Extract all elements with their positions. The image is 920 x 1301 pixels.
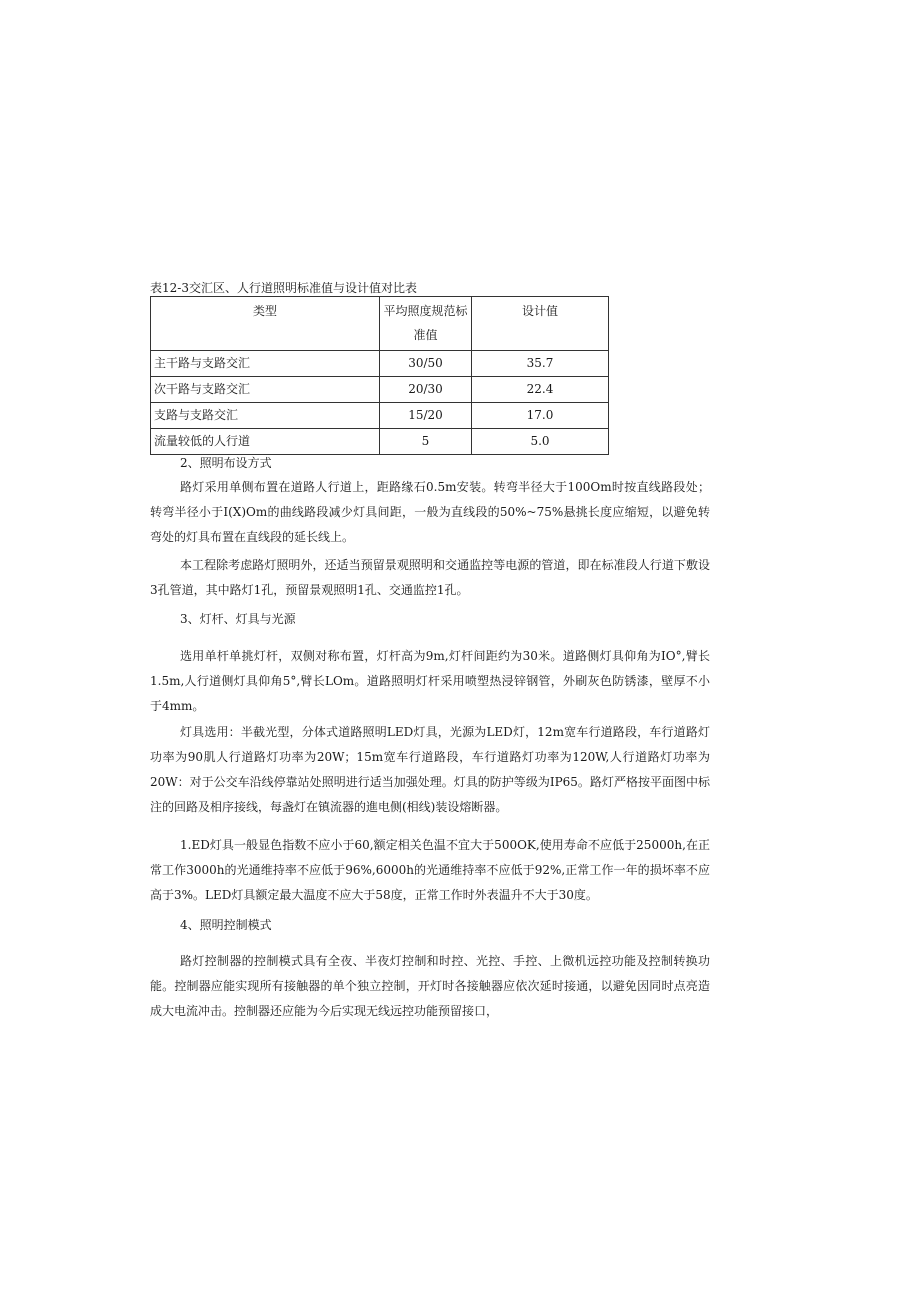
header-design-value: 设计值: [472, 297, 609, 351]
cell-standard: 20/30: [380, 377, 472, 403]
table-row: [151, 403, 609, 429]
table-header-row: [151, 297, 609, 351]
table-row: [151, 351, 609, 377]
cell-type: 次干路与支路交汇: [151, 377, 380, 403]
table-caption: 表12-3交汇区、人行道照明标准值与设计值对比表: [150, 281, 417, 295]
paragraph-fixture-selection: 灯具选用：半截光型，分体式道路照明LED灯具，光源为LED灯，12m宽车行道路段，车行道路灯功率为90肌人行道路灯功率为20W；15m宽车行道路段，车行道路灯功率为120W,人行道路灯功率为20W：对于公交车沿线停靠站处照明进行适当加强处理。灯具的防护等级为IP65。路灯严格按平面图中标注的回路及相序接线，每盏灯在镇流器的進电侧(相线)装设熔断器。: [150, 725, 710, 814]
paragraph-reserved-conduits: 本工程除考虑路灯照明外，还适当预留景观照明和交通监控等电源的管道，即在标准段人行道下敷设3孔管道，其中路灯1孔，预留景观照明1孔、交通监控1孔。: [150, 558, 710, 597]
illumination-comparison-table: [150, 296, 609, 455]
section-heading-poles-fixtures: 3、灯杆、灯具与光源: [180, 612, 296, 626]
header-standard-value: 平均照度规范标准值: [380, 297, 472, 351]
cell-type: 流量较低的人行道: [151, 429, 380, 455]
paragraph-pole-selection: 选用单杆单挑灯杆，双侧对称布置，灯杆高为9m,灯杆间距约为30米。道路侧灯具仰角为IO°,臂长1.5m,人行道侧灯具仰角5°,臂长LOm。道路照明灯杆采用喷塑热浸锌钢管，外刷灰色防锈漆，壁厚不小于4mm。: [150, 649, 710, 713]
cell-design: 5.0: [472, 429, 609, 455]
section-heading-layout: 2、照明布设方式: [180, 456, 272, 470]
cell-standard: 15/20: [380, 403, 472, 429]
cell-design: 22.4: [472, 377, 609, 403]
cell-type: 主干路与支路交汇: [151, 351, 380, 377]
cell-standard: 5: [380, 429, 472, 455]
cell-standard: 30/50: [380, 351, 472, 377]
paragraph-controller-modes: 路灯控制器的控制模式具有全夜、半夜灯控制和时控、光控、手控、上微机远控功能及控制转换功能。控制器应能实现所有接触器的单个独立控制，开灯时各接触器应依次延时接通，以避免因同时点亮造成大电流冲击。控制器还应能为今后实现无线远控功能预留接口，: [150, 954, 710, 1018]
cell-design: 17.0: [472, 403, 609, 429]
header-type: 类型: [151, 297, 380, 351]
section-heading-control-mode: 4、照明控制模式: [180, 918, 272, 932]
paragraph-layout-arrangement: 路灯采用单侧布置在道路人行道上，距路缘石0.5m安装。转弯半径大于100Om时按直线路段处；转弯半径小于I(X)Om的曲线路段减少灯具间距，一般为直线段的50%~75%悬挑长度应缩短，以避免转弯处的灯具布置在直线段的延长线上。: [150, 480, 710, 544]
table-row: [151, 429, 609, 455]
table-row: [151, 377, 609, 403]
cell-design: 35.7: [472, 351, 609, 377]
cell-type: 支路与支路交汇: [151, 403, 380, 429]
paragraph-led-requirements: 1.ED灯具一般显色指数不应小于60,额定相关色温不宜大于500OK,使用寿命不应低于25000h,在正常工作3000h的光通维持率不应低于96%,6000h的光通维持率不应低于92%,正常工作一年的损坏率不应高于3%。LED灯具额定最大温度不应大于58度，正常工作时外表温升不大于30度。: [150, 838, 710, 902]
